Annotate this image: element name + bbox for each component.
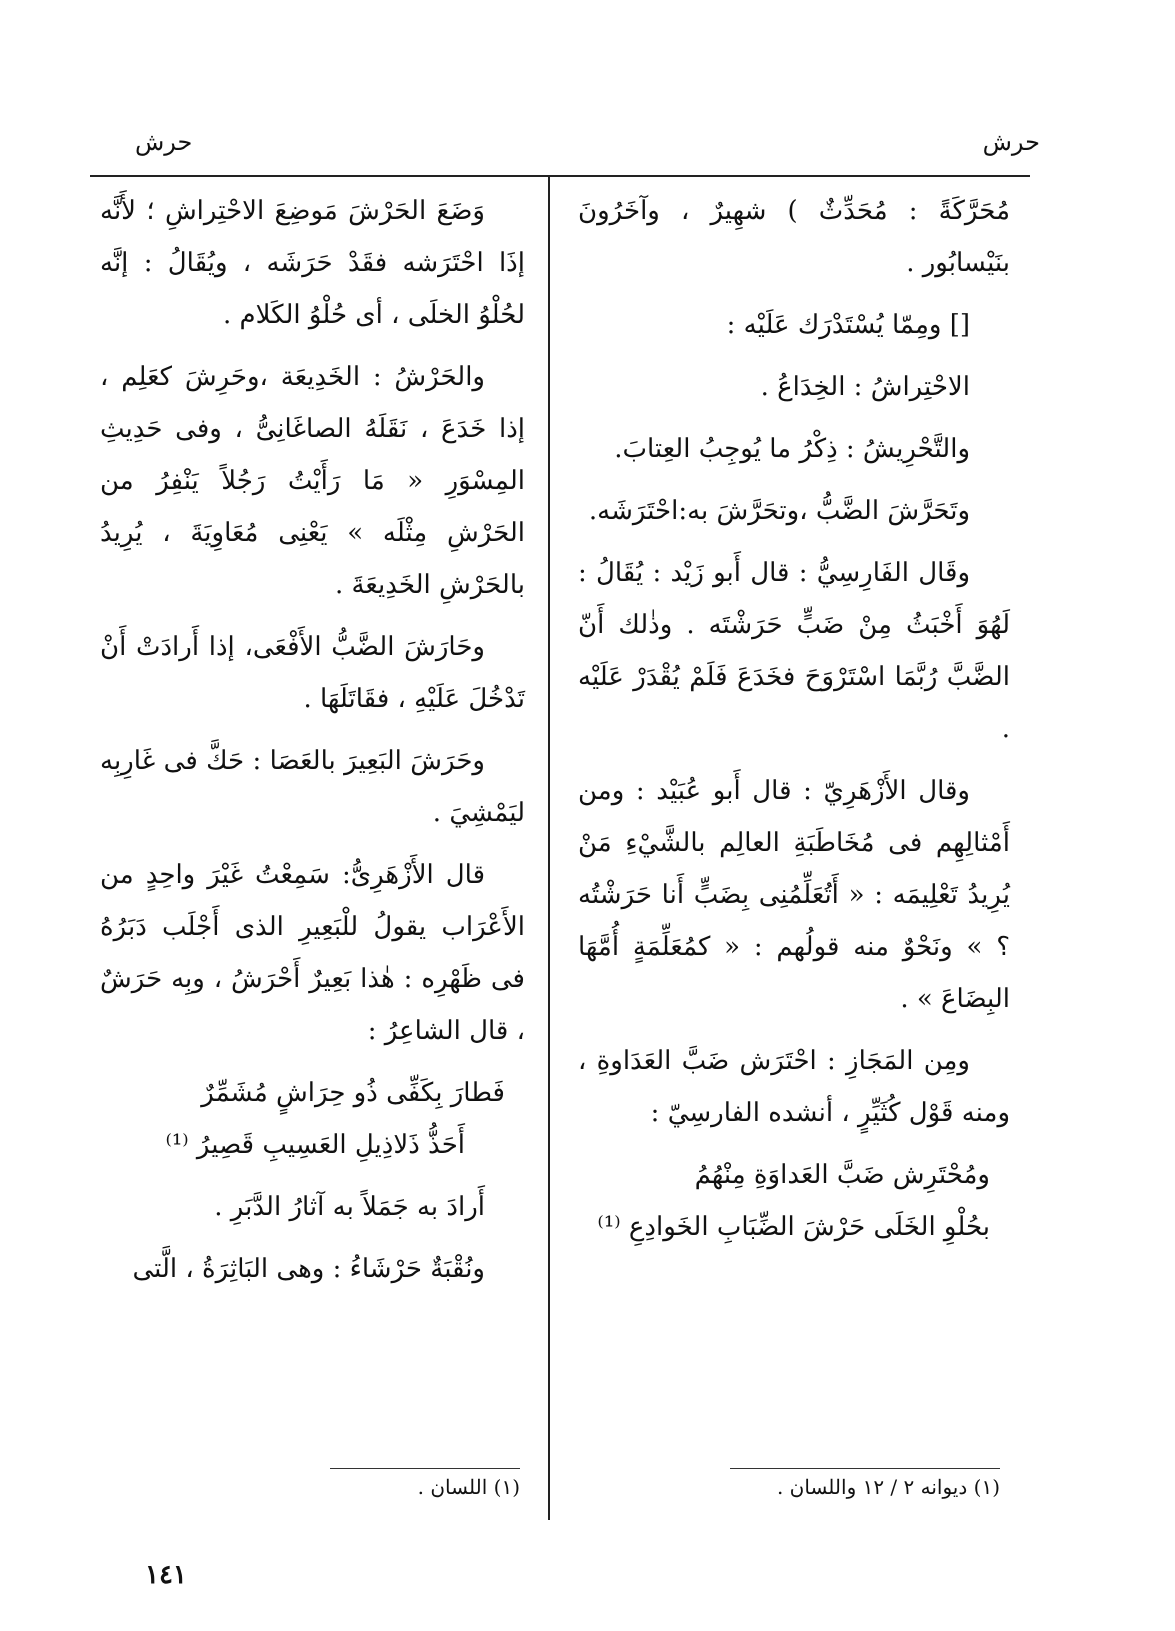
paragraph: والتَّحْرِيشُ : ذِكْرُ ما يُوجِبُ العِتابَ.	[614, 434, 970, 464]
header-rule	[90, 175, 1030, 177]
left-column	[100, 185, 525, 1305]
verse-line: أَحَذُّ ذَلاذِيلِ العَسِيبِ قَصِيرُ ⁽¹⁾	[165, 1130, 465, 1160]
paragraph: ونُقْبَةٌ حَرْشَاءُ : وهى البَاثِرَةُ ، الَّتى	[132, 1254, 485, 1284]
running-header-right: حرش	[982, 128, 1040, 156]
paragraph: الاحْتِراشُ : الخِدَاعُ .	[760, 372, 970, 402]
paragraph: وحَرَشَ البَعِيرَ بالعَصَا : حَكَّ فى غَارِبِه ليَمْشِيَ .	[100, 746, 525, 828]
footnote-left: (١) اللسان .	[417, 1475, 520, 1499]
paragraph: وقَال الفَارِسِيُّ : قال أَبو زَيْد : يُقَالُ : لَهُوَ أَخْبَثُ مِنْ ضَبٍّ حَرَشْتَه . وذٰلك أَنّ الضَّبَّ رُبَّمَا اسْتَرْوَحَ فخَدَعَ فَلَمْ يُقْدَرْ عَلَيْه .	[578, 558, 1010, 744]
right-column	[578, 185, 1010, 1253]
verse-line: بحُلْوِ الخَلَى حَرْشَ الضِّبَابِ الخَوادِعِ ⁽¹⁾	[597, 1212, 990, 1242]
paragraph: قال الأَزْهَرِىُّ: سَمِعْتُ غَيْرَ واحِدٍ من الأَعْرَاب يقولُ للْبَعِيرِ الذى أَجْلَب دَبَرُهُ فى ظَهْرِه : هٰذا بَعِيرٌ أَحْرَشُ ، وبِه حَرَشٌ ، قال الشاعِرُ :	[100, 860, 525, 1046]
paragraph: وتَحَرَّشَ الضَّبُّ ،وتحَرَّشَ به:احْتَرَشَه.	[588, 496, 970, 526]
paragraph: وقال الأَزْهَرِيّ : قال أَبو عُبَيْد : ومن أَمْثالِهِم فى مُخَاطَبَةِ العالِم بالشَّيْءِ مَنْ يُرِيدُ تَعْلِيمَه : « أَتُعَلِّمُنِى بِضَبٍّ أَنا حَرَشْتُه ؟ » ونَحْوٌ منه قولُهم : « كمُعَلِّمَةٍ أُمَّهَا البِضَاعَ » .	[578, 776, 1010, 1014]
footnote-rule-left	[330, 1468, 520, 1469]
running-header-left: حرش	[135, 128, 193, 156]
column-divider	[548, 175, 550, 1520]
page-number: ١٤١	[145, 1560, 187, 1590]
paragraph: [] ومِمّا يُسْتَدْرَك عَلَيْه :	[726, 310, 970, 340]
paragraph: أَرادَ به جَمَلاً به آثارُ الدَّبَرِ .	[214, 1192, 485, 1222]
verse-line: ومُحْتَرِش ضَبَّ العَداوَةِ مِنْهُمُ	[694, 1160, 990, 1190]
verse-line: فَطارَ بِكَفِّى ذُو حِرَاشٍ مُشَمِّرٌ	[201, 1078, 505, 1108]
footnote-right: (١) ديوانه ٢ / ١٢ واللسان .	[776, 1475, 1000, 1499]
paragraph: مُحَرَّكَةً : مُحَدِّثٌ ) شهِيرٌ ، وآخَرُونَ بنَيْسابُور .	[578, 196, 1010, 278]
paragraph: ومِن المَجَازِ : احْتَرَش ضَبَّ العَدَاوةِ ، ومنه قَوْل كُثَيِّرٍ ، أنشده الفارسِيّ :	[578, 1046, 1010, 1128]
paragraph: وحَارَشَ الضَّبُّ الأَفْعَى، إذا أَرادَتْ أَنْ تَدْخُلَ عَلَيْهِ ، فقَاتَلَهَا .	[100, 632, 525, 714]
paragraph: والحَرْشُ : الخَدِيعَة ،وحَرِشَ كعَلِم ، إذا خَدَعَ ، نَقَلَهُ الصاغَانِىُّ ، وفى حَدِيثِ المِسْوَرِ « مَا رَأَيْتُ رَجُلاً يَنْفِرُ من الحَرْشِ مِثْلَه » يَعْنِى مُعَاوِيَةَ ، يُرِيدُ بالحَرْشِ الخَدِيعَةَ .	[100, 362, 525, 600]
paragraph: وَضَعَ الحَرْشَ مَوضِعَ الاحْتِراشِ ؛ لأَنَّه إذَا احْتَرَشه فقَدْ حَرَشَه ، ويُقَالُ : إنَّه لحُلْوُ الخلَى ، أى حُلْوُ الكَلام .	[100, 196, 525, 330]
footnote-rule-right	[730, 1468, 1000, 1469]
